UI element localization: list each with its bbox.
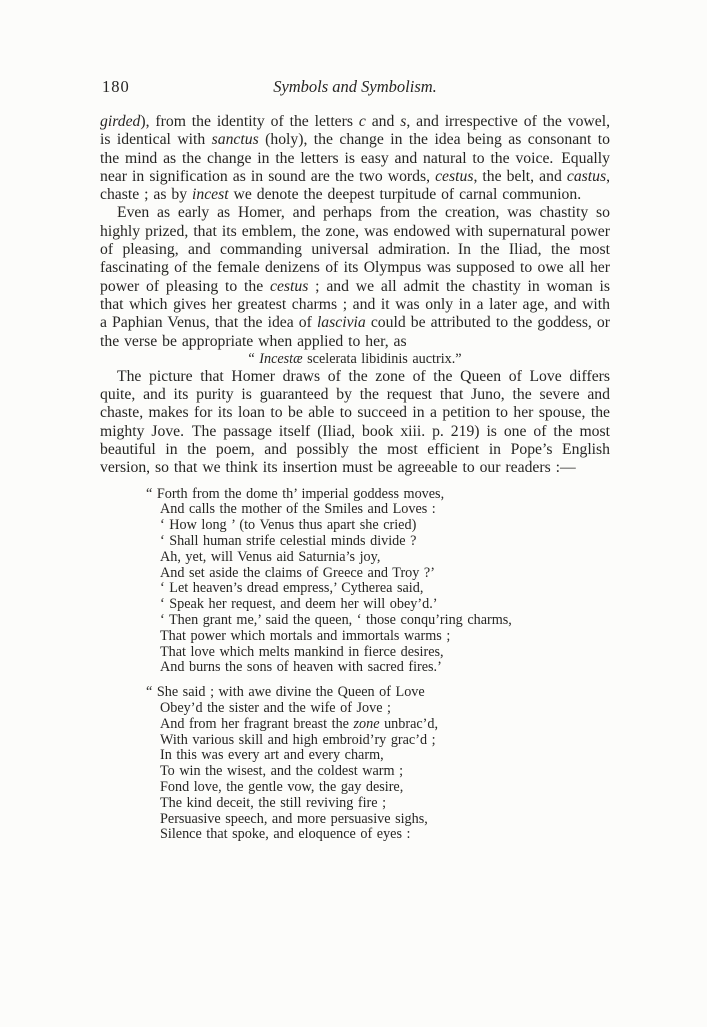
paragraph: Even as early as Homer, and perhaps from the creation, was chastity so highly prized, that its emblem, the zone, was endowed with supernatural power of pleasing, and commanding universal admiration. In the Iliad, the most fascinating of the female denizens of its Olympus was supposed to owe all her power of pleasing to the cestus ; and we all admit the chastity in woman is that which gives her greatest charms ; and it was only in a later age, and with a Paphian Venus, that the idea of lascivia could be attributed to the goddess, or the verse be appropriate when applied to her, as	[100, 204, 611, 350]
poem-line: And set aside the claims of Greece and Troy ?’	[160, 564, 435, 581]
poem-line: In this was every art and every charm,	[160, 747, 384, 764]
poem-line: ‘ Shall human strife celestial minds divide ?	[160, 533, 417, 550]
poem-line: Ah, yet, will Venus aid Saturnia’s joy,	[160, 548, 381, 565]
poem-line: That power which mortals and immortals warms ;	[160, 627, 451, 644]
poem-line: Persuasive speech, and more persuasive sighs,	[160, 810, 428, 827]
paragraph: The picture that Homer draws of the zone of the Queen of Love differs quite, and its purity is guaranteed by the request that Juno, the severe and chaste, makes for its loan to be able to succeed in a petition to her spouse, the mighty Jove. The passage itself (Iliad, book xiii. p. 219) is one of the most beautiful in the poem, and possibly the most efficient in Pope’s English version, so that we think its insertion must be agreeable to our readers :—	[100, 367, 610, 477]
page-number: 180	[102, 77, 130, 96]
poem-line: ‘ Speak her request, and deem her will obey’d.’	[160, 596, 438, 613]
poem-quotation	[100, 487, 610, 844]
poem-line: That love which melts mankind in fierce desires,	[160, 643, 444, 660]
poem-line: And from her fragrant breast the zone unbrac’d,	[160, 715, 439, 732]
poem-line: With various skill and high embroid’ry grac’d ;	[160, 731, 436, 748]
poem-line: ‘ Then grant me,’ said the queen, ‘ those conqu’ring charms,	[160, 612, 512, 629]
page-header	[100, 78, 610, 96]
poem-line: ‘ Let heaven’s dread empress,’ Cytherea said,	[160, 580, 424, 597]
poem-line: ‘ How long ’ (to Venus thus apart she cried)	[160, 517, 417, 534]
poem-stanza	[146, 684, 610, 843]
poem-line: To win the wisest, and the coldest warm ;	[160, 763, 404, 780]
poem-line: And calls the mother of the Smiles and Loves :	[160, 501, 436, 518]
poem-line: Obey’d the sister and the wife of Jove ;	[160, 700, 391, 716]
poem-line: Silence that spoke, and eloquence of eyes :	[160, 826, 411, 843]
poem-line: And burns the sons of heaven with sacred fires.’	[160, 659, 442, 676]
poem-line: Fond love, the gentle vow, the gay desire,	[160, 778, 404, 795]
paragraph: girded), from the identity of the letters c and s, and irrespective of the vowel, is identical with sanctus (holy), the change in the idea being as consonant to the mind as the change in the letters is easy and natural to the voice. Equally near in signification as in sound are the two words, cestus, the belt, and castus, chaste ; as by incest we denote the deepest turpitude of carnal communion.	[100, 113, 611, 204]
poem-line: The kind deceit, the still reviving fire ;	[160, 794, 387, 811]
body-text	[100, 113, 610, 843]
poem-stanza	[146, 485, 610, 677]
latin-quote: “ Incestæ scelerata libidinis auctrix.”	[248, 350, 462, 367]
poem-line: “ Forth from the dome th’ imperial goddess moves,	[146, 485, 445, 502]
poem-line: “ She said ; with awe divine the Queen of Love	[146, 684, 425, 701]
running-title: Symbols and Symbolism.	[273, 77, 437, 96]
